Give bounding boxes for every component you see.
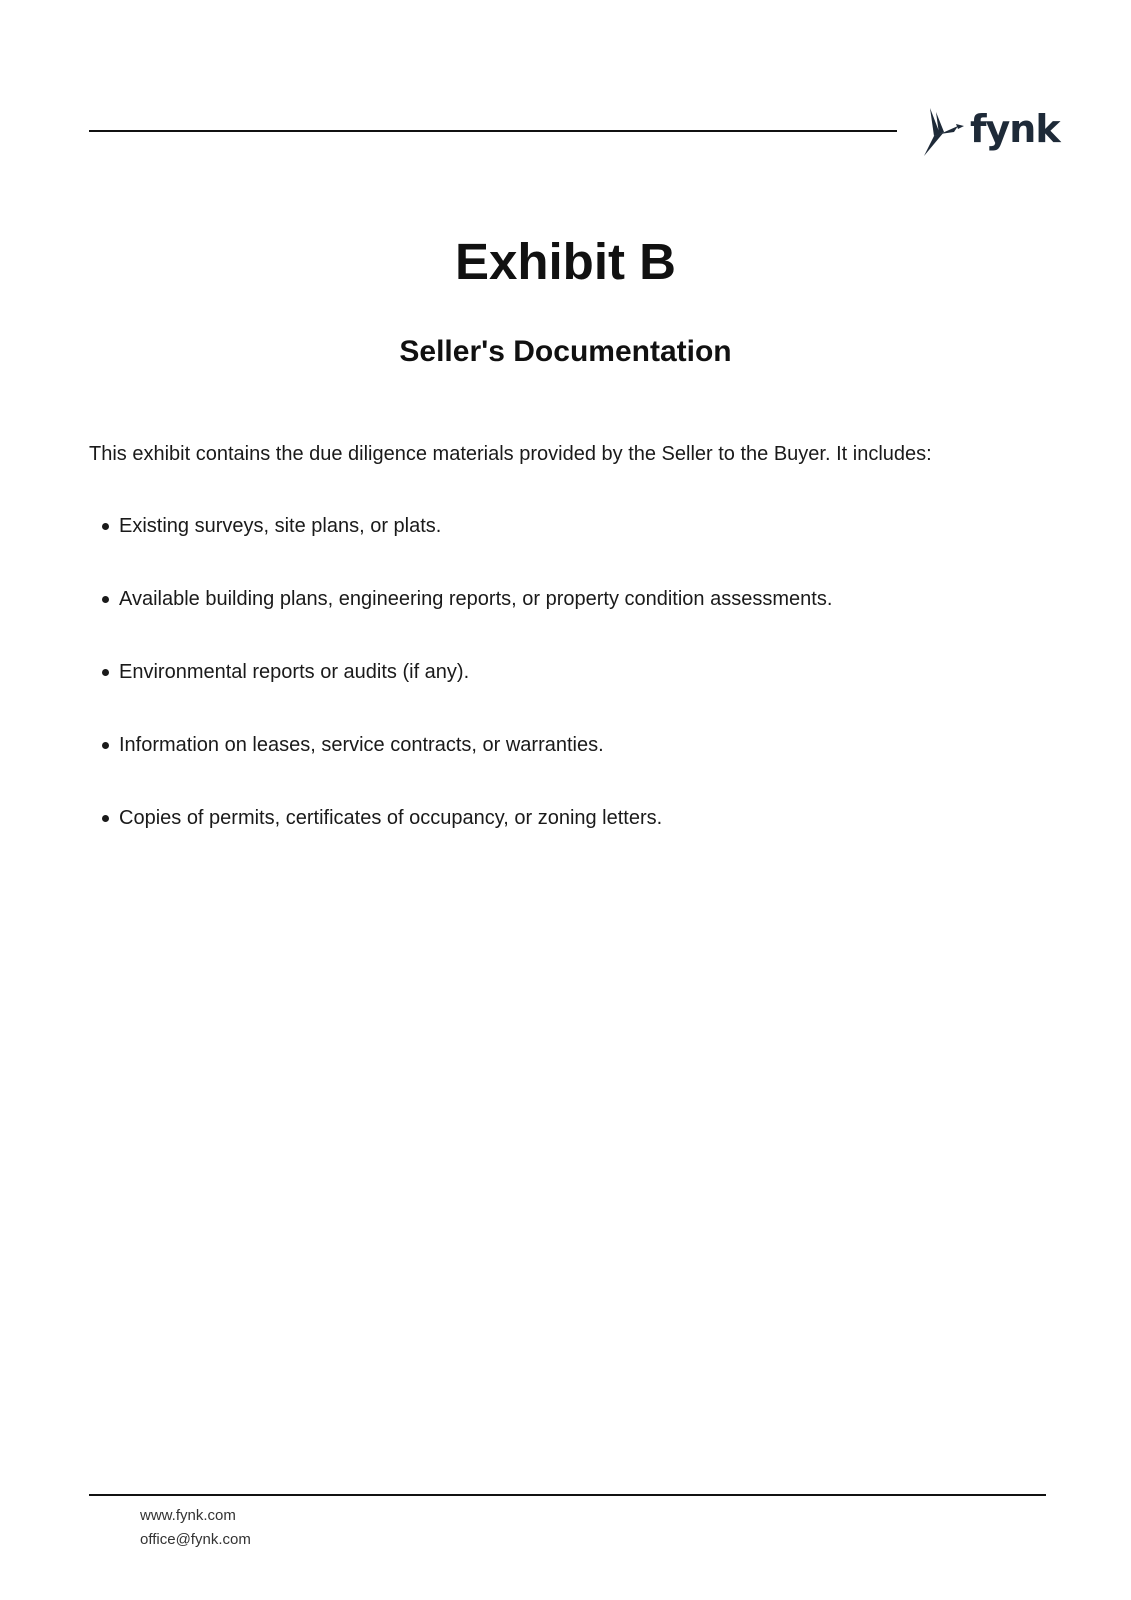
list-item-text: Environmental reports or audits (if any). [119,661,470,683]
bullet-icon [102,596,109,603]
footer-website-link[interactable]: www.fynk.com [140,1507,236,1524]
page-title: Exhibit B [454,233,676,290]
bullet-icon [102,815,109,822]
bullet-icon [102,669,109,676]
intro-paragraph: This exhibit contains the due diligence materials provided by the Seller to the Buyer. It includes: [89,443,932,465]
page-subtitle: Seller's Documentation [399,335,732,368]
bullet-icon [102,742,109,749]
footer-rule [89,1494,1046,1496]
list-item-text: Information on leases, service contracts, or warranties. [119,734,604,756]
logo-wordmark: fynk [970,107,1060,151]
list-item-text: Copies of permits, certificates of occupancy, or zoning letters. [119,807,663,829]
bird-icon [920,104,968,160]
header-rule [89,130,897,132]
fynk-logo [920,104,1060,160]
list-item-text: Existing surveys, site plans, or plats. [119,515,442,537]
footer-email-link[interactable]: office@fynk.com [140,1531,251,1548]
bullet-icon [102,523,109,530]
list-item-text: Available building plans, engineering reports, or property condition assessments. [119,588,833,610]
